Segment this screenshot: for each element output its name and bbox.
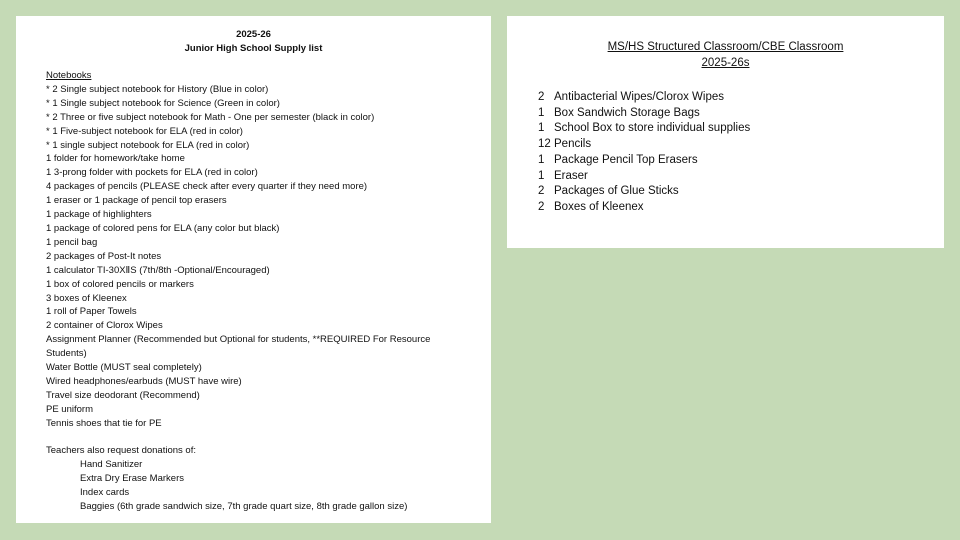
item-quantity: 1	[538, 169, 545, 182]
donation-item: Baggies (6th grade sandwich size, 7th grade quart size, 8th grade gallon size)	[80, 501, 408, 513]
right-year-heading: 2025-26s	[701, 56, 750, 69]
item-quantity: 1	[538, 122, 545, 135]
supply-line: 1 folder for homework/take home	[46, 153, 185, 165]
item-quantity: 1	[538, 153, 545, 166]
item-quantity: 2	[538, 91, 545, 103]
supply-line: Water Bottle (MUST seal completely)	[46, 362, 202, 374]
list-item	[538, 121, 914, 137]
item-text: Package Pencil Top Erasers	[554, 153, 698, 166]
item-text: Box Sandwich Storage Bags	[554, 106, 700, 119]
supply-line: PE uniform	[46, 403, 93, 415]
item-quantity: 12	[538, 138, 551, 151]
structured-classroom-items	[537, 90, 914, 216]
list-item	[538, 153, 914, 169]
item-quantity: 2	[538, 185, 545, 198]
item-text: Pencils	[554, 138, 592, 151]
supply-line: 1 pencil bag	[46, 236, 98, 248]
supply-line: 1 eraser or 1 package of pencil top erasers	[46, 195, 227, 207]
left-title-heading: Junior High School Supply list	[184, 43, 323, 54]
donation-item: Extra Dry Erase Markers	[80, 473, 184, 485]
donation-item: Hand Sanitizer	[80, 459, 143, 471]
item-text: Boxes of Kleenex	[554, 200, 644, 213]
supply-line: 1 calculator TI-30XⅡS (7th/8th -Optional/Encouraged)	[46, 264, 270, 276]
supply-line: 1 3-prong folder with pockets for ELA (red in color)	[46, 167, 258, 179]
left-year-heading: 2025-26	[236, 29, 271, 40]
junior-high-supply-items	[46, 69, 461, 514]
item-text: Eraser	[554, 169, 588, 182]
item-text: School Box to store individual supplies	[554, 122, 751, 135]
item-text: Packages of Glue Sticks	[554, 185, 679, 198]
list-item	[538, 137, 914, 153]
supply-line: * 1 single subject notebook for ELA (red in color)	[46, 139, 250, 151]
blank-line	[46, 431, 461, 445]
item-quantity: 1	[538, 106, 545, 119]
item-quantity: 2	[538, 200, 545, 213]
supply-line: * 1 Single subject notebook for Science (Green in color)	[46, 97, 280, 109]
supply-line: 4 packages of pencils (PLEASE check after every quarter if they need more)	[46, 181, 368, 193]
donations-heading: Teachers also request donations of:	[46, 445, 196, 457]
supply-line: Travel size deodorant (Recommend)	[46, 389, 200, 401]
supply-line: 3 boxes of Kleenex	[46, 292, 127, 304]
donation-item: Index cards	[80, 487, 130, 499]
list-item	[538, 90, 914, 106]
list-item	[538, 106, 914, 122]
supply-line: * 2 Single subject notebook for History (Blue in color)	[46, 83, 269, 95]
list-item	[538, 184, 914, 200]
supply-line: * 1 Five-subject notebook for ELA (red in color)	[46, 125, 243, 137]
supply-line: Tennis shoes that tie for PE	[46, 417, 162, 429]
supply-line: * 2 Three or five subject notebook for Math - One per semester (black in color)	[46, 111, 375, 123]
right-title-heading: MS/HS Structured Classroom/CBE Classroom	[607, 41, 844, 53]
supply-line: 1 roll of Paper Towels	[46, 306, 137, 318]
list-item	[538, 169, 914, 185]
notebooks-heading: Notebooks	[46, 70, 92, 81]
supply-line: 1 box of colored pencils or markers	[46, 278, 194, 290]
supply-line: 1 package of highlighters	[46, 209, 152, 221]
supply-line: 2 container of Clorox Wipes	[46, 320, 163, 332]
item-text: Antibacterial Wipes/Clorox Wipes	[554, 91, 725, 103]
junior-high-supply-list-panel	[16, 16, 491, 523]
supply-line: 2 packages of Post-It notes	[46, 250, 162, 262]
structured-classroom-supply-panel	[507, 16, 944, 248]
list-item	[538, 200, 914, 216]
supply-line: 1 package of colored pens for ELA (any color but black)	[46, 222, 280, 234]
supply-line: Wired headphones/earbuds (MUST have wire)	[46, 375, 242, 387]
supply-line: Assignment Planner (Recommended but Optional for students, **REQUIRED For Resource Students)	[46, 334, 431, 360]
